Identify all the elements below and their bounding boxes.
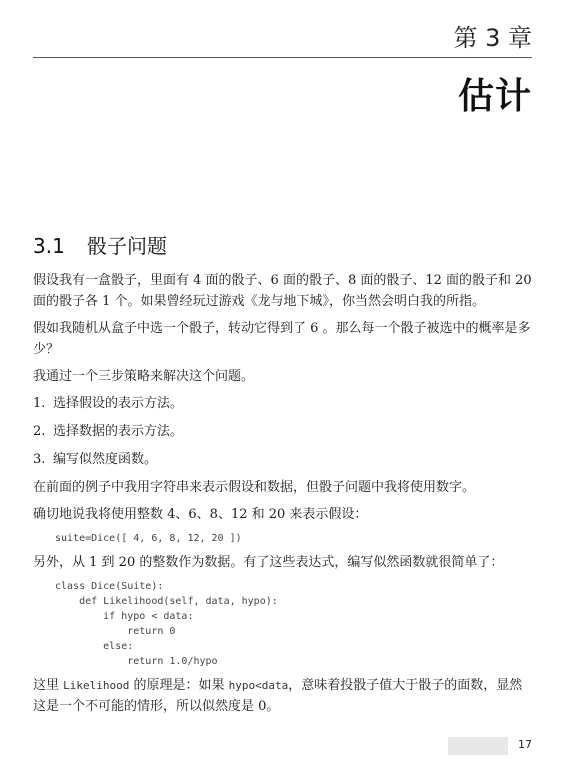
explanation-text: ，意味着投骰子值大于骰子的面数，显然这是一个不可能的情形，所以似然度是 0。 — [33, 678, 523, 714]
paragraph-question: 假如我随机从盒子中选一个骰子，转动它得到了 6 。那么每一个骰子被选中的概率是多少？ — [33, 321, 531, 357]
paragraph-data: 另外，从 1 到 20 的整数作为数据。有了这些表达式，编写似然函数就很简单了： — [33, 555, 504, 570]
list-item-text: 编写似然度函数。 — [53, 452, 158, 467]
inline-code-hypo: hypo<data — [228, 679, 289, 692]
paragraph-strategy: 我通过一个三步策略来解决这个问题。 — [33, 369, 255, 384]
list-item-number: 2. — [33, 424, 46, 439]
explanation-text: 这里 — [33, 678, 64, 693]
paragraph-hypotheses: 确切地说我将使用整数 4、6、8、12 和 20 来表示假设： — [33, 507, 368, 522]
chapter-title: 估计 — [457, 76, 532, 117]
section-heading — [33, 230, 167, 259]
list-item — [33, 421, 532, 442]
paragraph-intro: 假设我有一盒骰子，里面有 4 面的骰子、6 面的骰子、8 面的骰子、12 面的骰子和 20 面的骰子各 1 个。如果曾经玩过游戏《龙与地下城》，你当然会明白我的所指。 — [33, 273, 532, 309]
list-item-number: 3. — [33, 452, 46, 467]
explanation-text: 的原理是：如果 — [129, 678, 229, 693]
paragraph-explanation — [33, 675, 532, 717]
paragraph-representation: 在前面的例子中我用字符串来表示假设和数据，但骰子问题中我将使用数字。 — [33, 480, 476, 495]
code-suite: suite=Dice([ 4, 6, 8, 12, 20 ]) — [55, 533, 242, 544]
list-item-number: 1. — [33, 396, 46, 411]
chapter-label: 第 3 章 — [453, 24, 532, 52]
body-text — [33, 270, 532, 723]
list-item-text: 选择数据的表示方法。 — [53, 424, 184, 439]
section-title: 骰子问题 — [87, 234, 167, 258]
list-item — [33, 449, 532, 470]
section-number: 3.1 — [33, 234, 65, 258]
list-item-text: 选择假设的表示方法。 — [53, 396, 184, 411]
page-number: 17 — [518, 738, 532, 751]
code-likelihood: class Dice(Suite): def Likelihood(self, data, hypo): if hypo < data: return 0 else: return 1.0/hypo — [55, 581, 278, 667]
footer-watermark — [448, 737, 508, 755]
list-item — [33, 393, 532, 414]
header-rule — [33, 57, 532, 58]
inline-code-likelihood: Likelihood — [63, 679, 130, 692]
